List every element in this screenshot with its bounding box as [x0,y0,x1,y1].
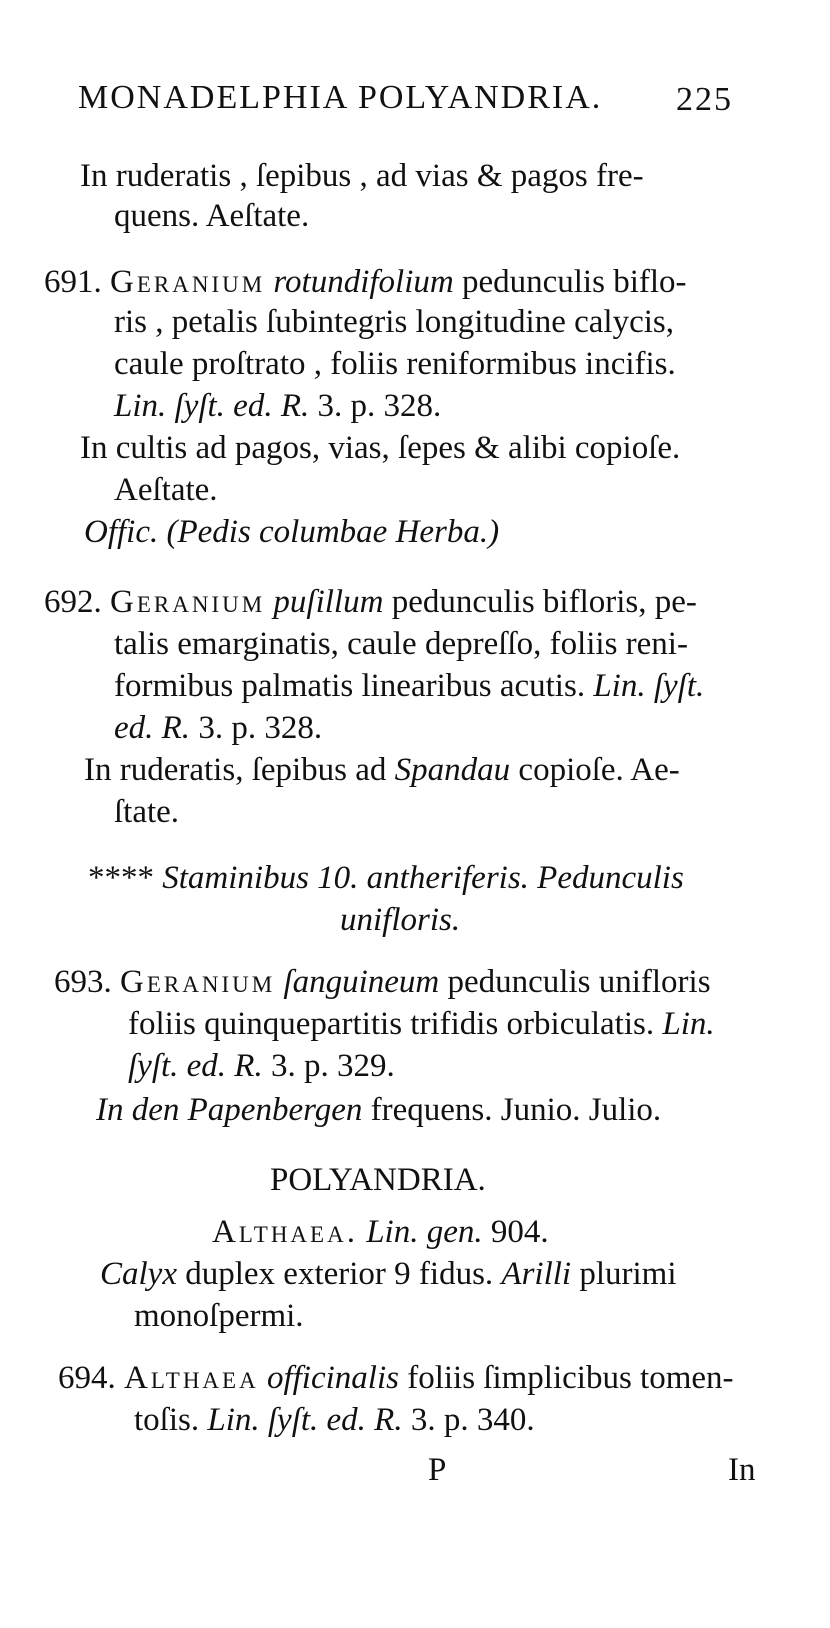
running-header [78,78,602,118]
text-run: 694. [58,1360,124,1396]
text-run: formibus palmatis linearibus acutis. [114,668,594,704]
text-run: 3. p. 328. [190,710,323,746]
text-line-10 [44,582,697,622]
text-run: Lin. [662,1006,715,1042]
text-line-21 [96,1090,661,1130]
text-line-12 [114,666,704,706]
text-line-7 [80,428,680,468]
text-run: plurimi [571,1256,677,1292]
text-line-22 [270,1160,486,1200]
text-run: Calyx [100,1256,177,1292]
text-run: 3. p. 340. [402,1402,535,1438]
text-run: puſillum [265,584,384,620]
signature-mark: P [428,1452,447,1488]
text-line-9 [84,512,499,552]
text-run: Aeſtate. [114,472,218,508]
text-line-3 [44,262,687,302]
text-run: talis emarginatis, caule depreſſo, foliis reni- [114,626,688,662]
text-line-14 [84,750,680,790]
text-run: Geranium [110,264,266,300]
text-run: toſis. [134,1402,208,1438]
text-run: 3. p. 328. [309,388,442,424]
text-run: pedunculis unifloris [439,964,711,1000]
text-run: ſtate. [114,794,180,830]
text-run: In ruderatis , ſepibus , ad vias & pagos fre- [80,158,644,194]
text-run: pedunculis biflo- [453,264,687,300]
text-line-17 [340,900,460,940]
text-run: 691. [44,264,110,300]
text-line-4 [114,302,674,342]
text-run: Lin. gen. [357,1214,483,1250]
text-run: In ruderatis, ſepibus ad [84,752,395,788]
text-run: caule proſtrato , foliis reniformibus incifis. [114,346,676,382]
text-run: Lin. ſyſt. [593,668,705,704]
text-line-1 [80,156,644,196]
text-run: Althaea [124,1360,259,1396]
text-line-18 [54,962,711,1002]
text-run: 693. [54,964,120,1000]
text-line-6 [114,386,441,426]
text-run: Geranium [120,964,276,1000]
text-run: ed. R. [114,710,191,746]
text-run: Offic. (Pedis columbae Herba.) [84,514,500,550]
text-line-23 [212,1212,549,1252]
text-run: monoſpermi. [134,1298,304,1334]
text-run: Geranium [110,584,266,620]
text-run: Arilli [501,1256,572,1292]
text-line-8 [114,470,218,510]
text-run: Staminibus 10. antheriferis. Pedunculis [162,860,684,896]
text-run: POLYANDRIA. [270,1162,486,1198]
text-run: In den Papenbergen [96,1092,363,1128]
text-run: Althaea. [212,1214,358,1250]
text-run: rotundifolium [265,264,454,300]
text-line-19 [128,1004,715,1044]
page-number: 225 [676,81,733,118]
text-line-5 [114,344,676,384]
text-run: copioſe. Ae- [510,752,680,788]
text-line-15 [114,792,179,832]
text-line-24 [100,1254,677,1294]
text-run: **** [88,860,163,896]
text-run: 904. [482,1214,549,1250]
text-run: ris , petalis ſubintegris longitudine calycis, [114,304,674,340]
text-run: 692. [44,584,110,620]
text-line-27 [134,1400,535,1440]
text-run: 3. p. 329. [262,1048,395,1084]
text-run: In cultis ad pagos, vias, ſepes & alibi copioſe. [80,430,681,466]
text-run: pedunculis bifloris, pe- [383,584,697,620]
text-run: ſyſt. ed. R. [128,1048,263,1084]
text-run: foliis quinquepartitis trifidis orbiculatis. [128,1006,663,1042]
text-line-13 [114,708,322,748]
text-line-25 [134,1296,304,1336]
text-run: Spandau [394,752,511,788]
text-run: duplex exterior 9 fidus. [176,1256,502,1292]
text-line-11 [114,624,688,664]
catchword: In [728,1452,756,1488]
text-run: officinalis [258,1360,399,1396]
text-line-20 [128,1046,395,1086]
text-line-16 [88,858,684,898]
text-line-26 [58,1358,734,1398]
text-run: frequens. Junio. Julio. [362,1092,662,1128]
text-line-2 [114,196,309,236]
text-run: foliis ſimplicibus tomen- [398,1360,734,1396]
text-run: Lin. ſyſt. ed. R. [207,1402,403,1438]
text-run: unifloris. [340,902,461,938]
text-run: ſanguineum [275,964,440,1000]
text-run: Lin. ſyſt. ed. R. [114,388,310,424]
text-run: quens. Aeſtate. [114,198,310,234]
running-header-title: MONADELPHIA POLYANDRIA. [78,79,603,116]
